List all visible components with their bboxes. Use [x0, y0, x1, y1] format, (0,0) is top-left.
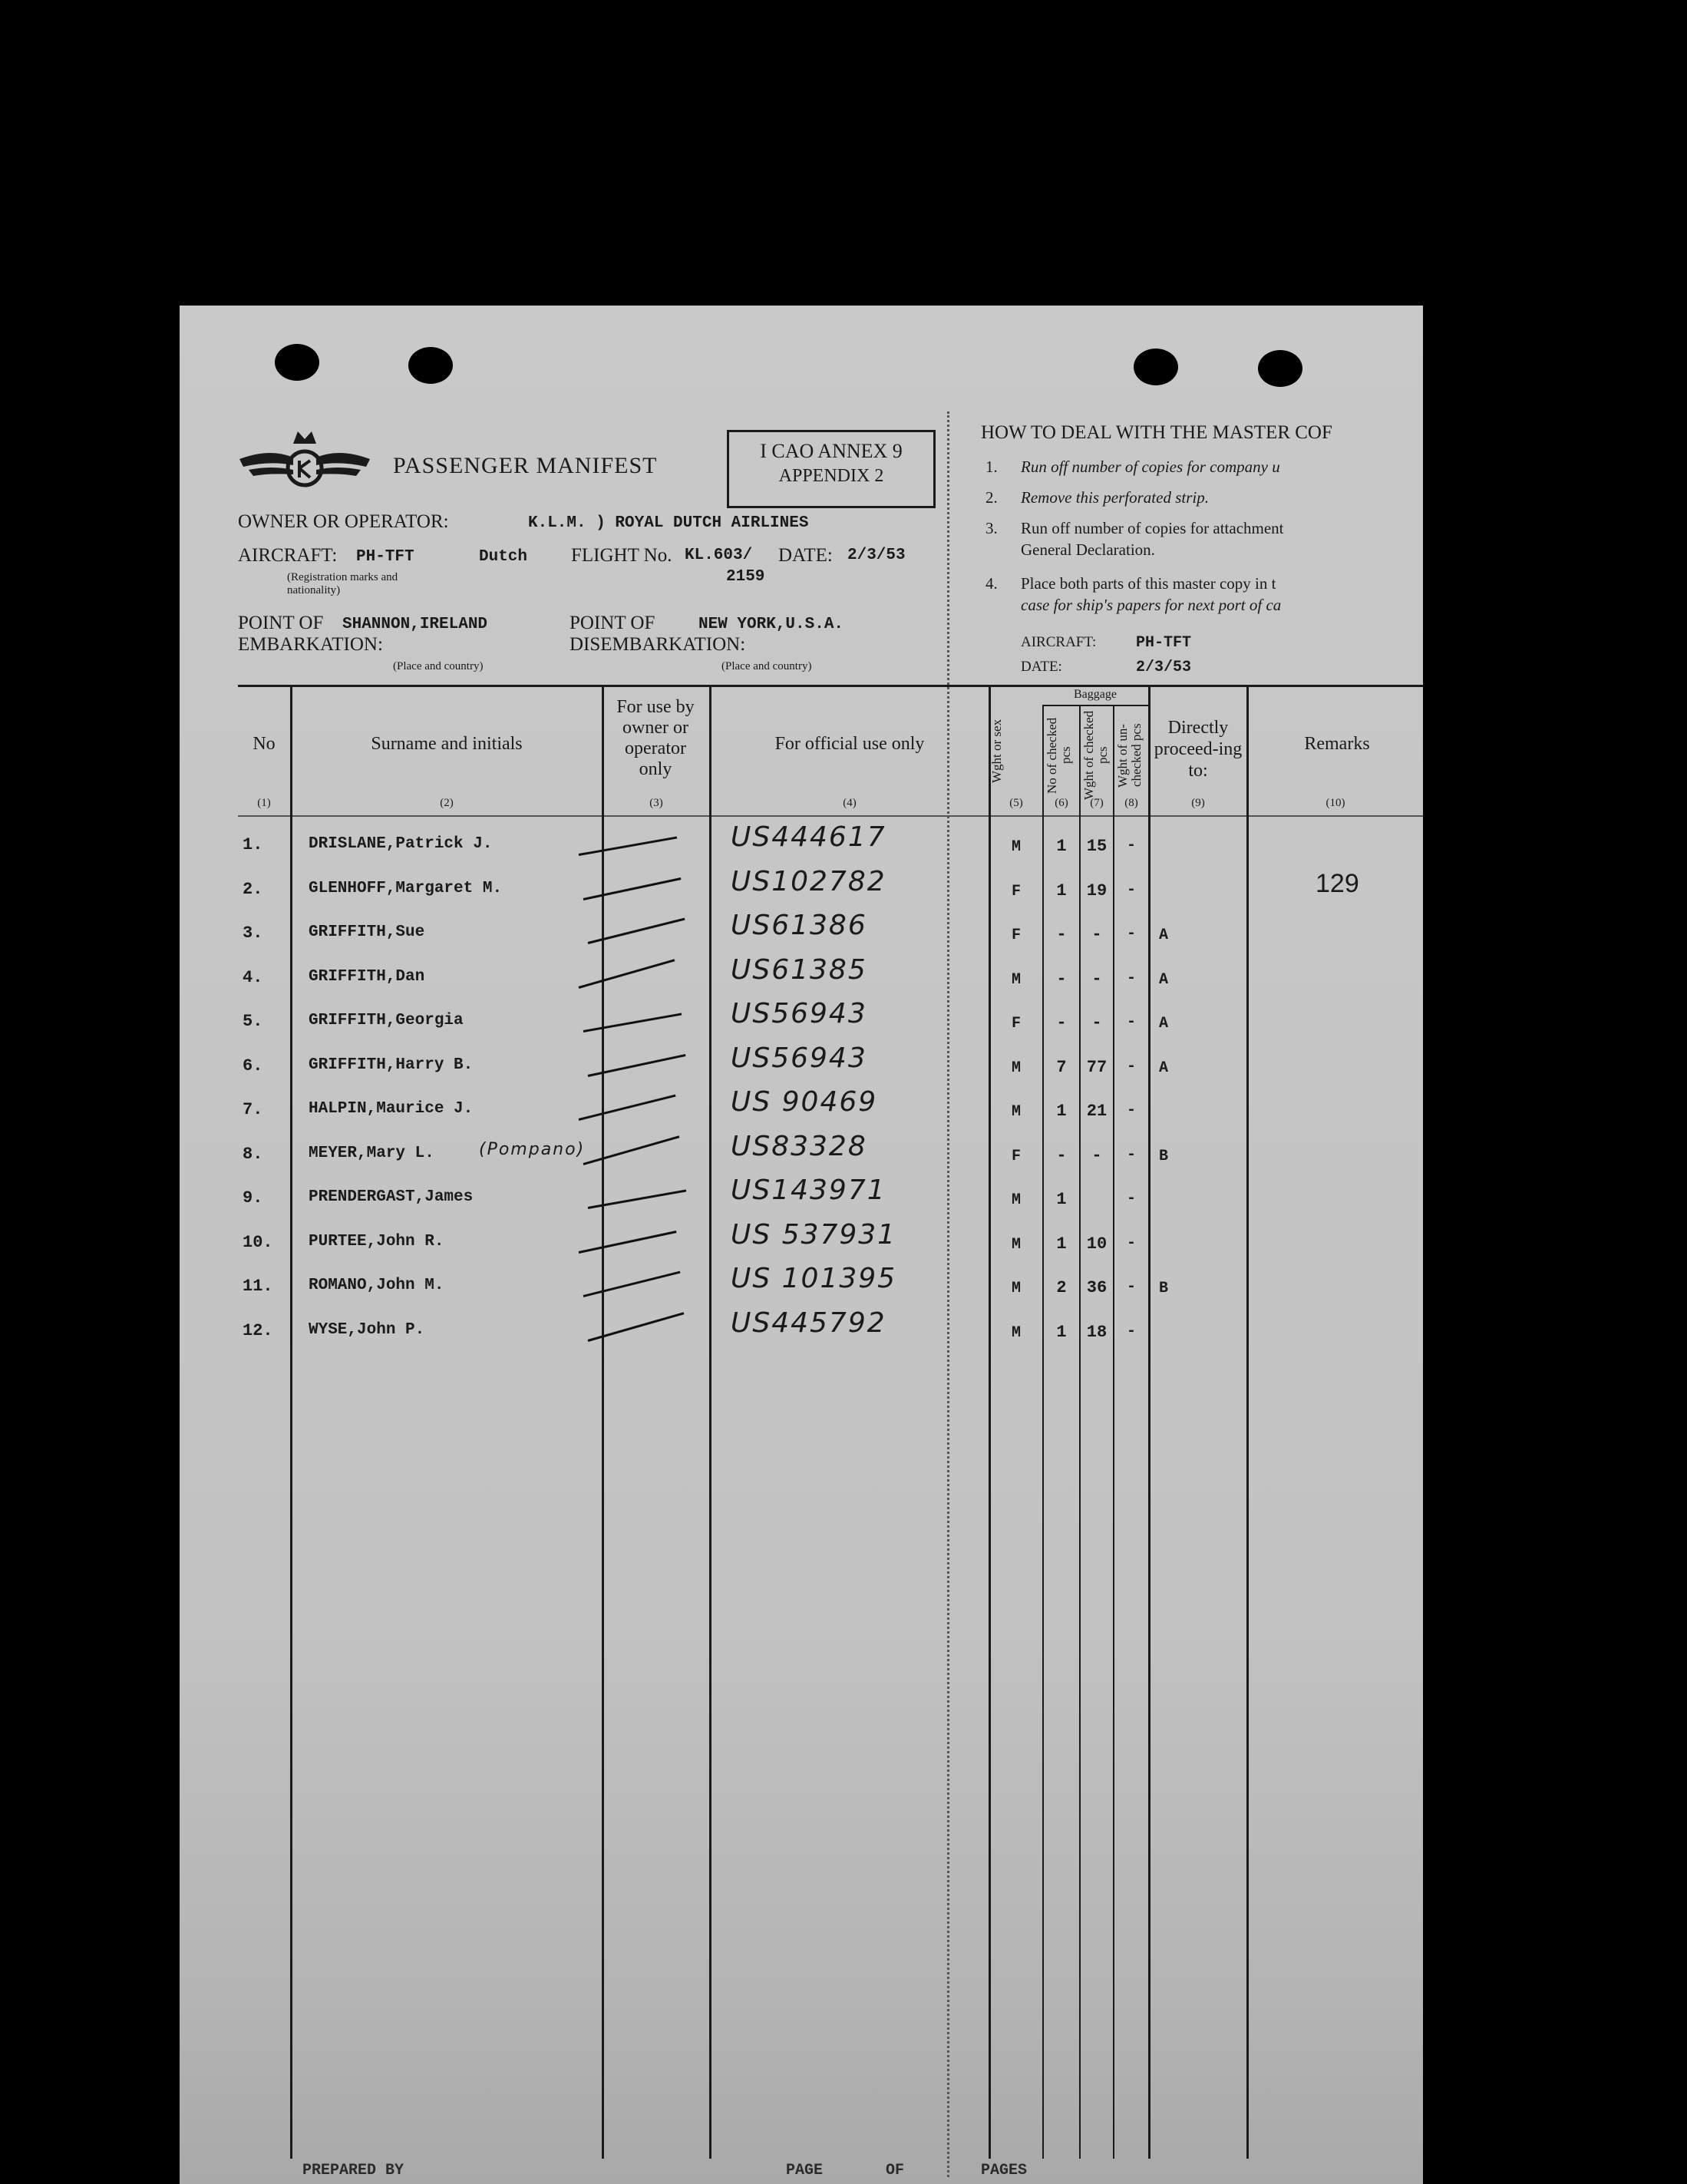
- checked-pcs: -: [1056, 925, 1067, 944]
- row-number: 11.: [243, 1277, 273, 1296]
- checked-weight: 77: [1086, 1058, 1108, 1077]
- flight-value: KL.603/: [685, 547, 753, 564]
- passenger-sex: F: [1011, 1148, 1021, 1165]
- official-number: US102782: [731, 866, 886, 897]
- col-remarks-header: Remarks: [1304, 734, 1370, 754]
- passenger-name: GRIFFITH,Harry B.: [309, 1056, 474, 1074]
- passenger-sex: M: [1011, 838, 1021, 856]
- disembarkation-value: NEW YORK,U.S.A.: [698, 616, 844, 633]
- embarkation-label-2: EMBARKATION:: [238, 634, 383, 655]
- operator-tick-mark: [579, 1095, 676, 1121]
- col-num: (1): [257, 797, 271, 809]
- instruction-3-line2: General Declaration.: [1021, 540, 1155, 559]
- operator-tick-mark: [579, 959, 675, 989]
- proceeding-to: A: [1159, 927, 1169, 944]
- operator-tick-mark: [583, 1271, 681, 1297]
- passenger-name: HALPIN,Maurice J.: [309, 1100, 474, 1118]
- passenger-sex: M: [1011, 1280, 1021, 1297]
- row-number: 12.: [243, 1321, 273, 1340]
- proceeding-to: A: [1159, 1015, 1169, 1033]
- checked-weight: -: [1091, 970, 1102, 989]
- date-value: 2/3/53: [847, 547, 906, 564]
- disembarkation-note: (Place and country): [721, 660, 812, 672]
- passenger-name: DRISLANE,Patrick J.: [309, 835, 493, 853]
- passenger-name: GLENHOFF,Margaret M.: [309, 880, 503, 897]
- instruction-4-line2: case for ship's papers for next port of ca: [1021, 596, 1282, 614]
- col-num: (6): [1055, 797, 1068, 809]
- official-number: US56943: [731, 998, 867, 1029]
- row-number: 4.: [243, 968, 263, 987]
- instruction-4-num: 4.: [985, 574, 998, 593]
- annex-line1: I CAO ANNEX 9: [760, 440, 903, 462]
- row-number: 1.: [243, 835, 263, 854]
- col-num: (8): [1124, 797, 1138, 809]
- official-number: US61386: [731, 910, 867, 941]
- checked-weight: 10: [1086, 1234, 1108, 1254]
- operator-tick-mark: [588, 918, 685, 944]
- checked-pcs: 2: [1056, 1278, 1067, 1297]
- aircraft-nationality: Dutch: [479, 548, 528, 566]
- checked-pcs: 1: [1056, 1323, 1067, 1342]
- passenger-name: WYSE,John P.: [309, 1321, 425, 1339]
- strip-aircraft-label: AIRCRAFT:: [1021, 634, 1097, 650]
- proceeding-to: B: [1159, 1280, 1169, 1297]
- row-number: 10.: [243, 1233, 273, 1252]
- aircraft-registration: PH-TFT: [356, 548, 414, 566]
- official-number: US445792: [731, 1307, 886, 1339]
- official-number: US56943: [731, 1042, 867, 1074]
- passenger-sex: M: [1011, 1103, 1021, 1121]
- instruction-1: Run off number of copies for company u: [1021, 458, 1280, 476]
- col-official-header: For official use only: [774, 734, 925, 754]
- embarkation-value: SHANNON,IRELAND: [342, 616, 488, 633]
- operator-tick-mark: [588, 1054, 686, 1077]
- row-number: 2.: [243, 880, 263, 899]
- strip-aircraft-value: PH-TFT: [1136, 634, 1192, 652]
- passenger-sex: M: [1011, 1059, 1021, 1077]
- col-num: (2): [440, 797, 454, 809]
- col-num: (4): [843, 797, 857, 809]
- passenger-name: ROMANO,John M.: [309, 1277, 444, 1294]
- row-number: 6.: [243, 1056, 263, 1075]
- proceeding-to: B: [1159, 1148, 1169, 1165]
- owner-label: OWNER OR OPERATOR:: [238, 511, 449, 532]
- flight-label: FLIGHT No.: [571, 545, 672, 566]
- checked-pcs: 1: [1056, 837, 1067, 856]
- footer-prepared-by: PREPARED BY: [302, 2162, 404, 2179]
- checked-weight: 36: [1086, 1278, 1108, 1297]
- unchecked-weight: -: [1126, 837, 1136, 854]
- checked-pcs: 1: [1056, 881, 1067, 900]
- row-number: 3.: [243, 923, 263, 943]
- proceeding-to: A: [1159, 971, 1169, 989]
- annex-line2: APPENDIX 2: [778, 466, 884, 486]
- row-number: 8.: [243, 1145, 263, 1164]
- checked-pcs: -: [1056, 970, 1067, 989]
- passenger-sex: F: [1011, 1015, 1021, 1033]
- unchecked-weight: -: [1126, 1102, 1136, 1119]
- flight-value-2: 2159: [726, 568, 765, 586]
- passenger-sex: M: [1011, 1191, 1021, 1209]
- passenger-name: MEYER,Mary L.: [309, 1145, 434, 1162]
- checked-weight: -: [1091, 1146, 1102, 1165]
- unchecked-weight: -: [1126, 881, 1136, 899]
- col-directly-header: Directly proceed-ing to:: [1154, 718, 1243, 781]
- official-number: US61385: [731, 954, 867, 986]
- embarkation-note: (Place and country): [393, 660, 484, 672]
- instruction-3: Run off number of copies for attachment: [1021, 519, 1284, 537]
- checked-weight: 18: [1086, 1323, 1108, 1342]
- proceeding-to: A: [1159, 1059, 1169, 1077]
- col-num: (3): [649, 797, 663, 809]
- col-no-header: No: [253, 734, 276, 754]
- operator-tick-mark: [588, 1189, 687, 1209]
- aircraft-label: AIRCRAFT:: [238, 545, 338, 566]
- instruction-2-num: 2.: [985, 488, 998, 507]
- checked-weight: -: [1091, 925, 1102, 944]
- passenger-sex: M: [1011, 1324, 1021, 1342]
- row-number: 9.: [243, 1188, 263, 1208]
- passenger-sex: M: [1011, 971, 1021, 989]
- passenger-name: GRIFFITH,Dan: [309, 968, 425, 986]
- official-number: US 537931: [731, 1219, 897, 1251]
- row-number: 7.: [243, 1100, 263, 1119]
- footer-pages: PAGES: [981, 2162, 1028, 2179]
- strip-date-label: DATE:: [1021, 659, 1062, 675]
- checked-weight: -: [1091, 1013, 1102, 1033]
- passenger-name: PURTEE,John R.: [309, 1233, 444, 1251]
- unchecked-weight: -: [1126, 1146, 1136, 1164]
- disembarkation-label-1: POINT OF: [569, 613, 655, 633]
- operator-tick-mark: [588, 1312, 685, 1342]
- col-owner-use-header: For use by owner or operator only: [616, 697, 695, 779]
- checked-pcs: 7: [1056, 1058, 1067, 1077]
- footer-page: PAGE: [786, 2162, 824, 2179]
- instructions-heading: HOW TO DEAL WITH THE MASTER COF: [981, 422, 1332, 443]
- official-number: US444617: [731, 821, 886, 853]
- unchecked-weight: -: [1126, 1058, 1136, 1075]
- unchecked-weight: -: [1126, 1323, 1136, 1340]
- official-number: US143971: [731, 1175, 886, 1206]
- checked-pcs: -: [1056, 1013, 1067, 1033]
- col-surname-header: Surname and initials: [371, 734, 523, 754]
- col-num: (10): [1326, 797, 1345, 809]
- unchecked-weight: -: [1126, 1278, 1136, 1296]
- checked-pcs: -: [1056, 1146, 1067, 1165]
- unchecked-weight: -: [1126, 970, 1136, 987]
- unchecked-weight: -: [1126, 1234, 1136, 1252]
- checked-weight: 19: [1086, 881, 1108, 900]
- checked-pcs: 1: [1056, 1102, 1067, 1121]
- checked-pcs: 1: [1056, 1234, 1067, 1254]
- owner-value: K.L.M. ) ROYAL DUTCH AIRLINES: [528, 514, 809, 532]
- manifest-sheet: [180, 306, 1423, 2184]
- aircraft-note: (Registration marks and nationality): [287, 571, 398, 596]
- operator-tick-mark: [579, 1231, 677, 1254]
- instruction-4: Place both parts of this master copy in t: [1021, 574, 1276, 593]
- remarks-value: 129: [1316, 869, 1359, 898]
- col-num: (7): [1090, 797, 1104, 809]
- footer-of: OF: [886, 2162, 905, 2179]
- embarkation-label-1: POINT OF: [238, 613, 324, 633]
- col-num: (5): [1009, 797, 1023, 809]
- instruction-2: Remove this perforated strip.: [1021, 488, 1209, 507]
- official-number: US 101395: [731, 1263, 897, 1294]
- passenger-sex: F: [1011, 883, 1021, 900]
- col-checked-wt-header: Wght of checked pcs: [1081, 710, 1110, 801]
- row-number: 5.: [243, 1012, 263, 1031]
- instruction-1-num: 1.: [985, 458, 998, 476]
- col-num: (9): [1191, 797, 1205, 809]
- passenger-name-note: (Pompano): [479, 1140, 586, 1159]
- form-title: PASSENGER MANIFEST: [393, 453, 658, 478]
- operator-tick-mark: [579, 836, 678, 856]
- official-number: US83328: [731, 1131, 867, 1162]
- strip-date-value: 2/3/53: [1136, 659, 1192, 676]
- passenger-sex: F: [1011, 927, 1021, 944]
- unchecked-weight: -: [1126, 1013, 1136, 1031]
- unchecked-weight: -: [1126, 1190, 1136, 1208]
- checked-pcs: 1: [1056, 1190, 1067, 1209]
- operator-tick-mark: [583, 1013, 682, 1033]
- operator-tick-mark: [583, 877, 682, 900]
- passenger-name: GRIFFITH,Sue: [309, 923, 425, 941]
- operator-tick-mark: [583, 1135, 680, 1165]
- col-sex-header: Wght or sex: [989, 719, 1004, 783]
- date-label: DATE:: [778, 545, 833, 566]
- instruction-3-num: 3.: [985, 519, 998, 537]
- passenger-name: PRENDERGAST,James: [309, 1188, 474, 1206]
- passenger-name: GRIFFITH,Georgia: [309, 1012, 464, 1029]
- col-checked-pcs-header: No of checked pcs: [1045, 717, 1073, 794]
- passenger-table-body: [180, 306, 1423, 2184]
- col-baggage-header: Baggage: [1074, 688, 1117, 701]
- checked-weight: 15: [1086, 837, 1108, 856]
- disembarkation-label-2: DISEMBARKATION:: [569, 634, 746, 655]
- checked-weight: 21: [1086, 1102, 1108, 1121]
- official-number: US 90469: [731, 1086, 878, 1118]
- unchecked-weight: -: [1126, 925, 1136, 943]
- passenger-sex: M: [1011, 1236, 1021, 1254]
- col-unchecked-wt-header: Wght of un-checked pcs: [1115, 723, 1144, 788]
